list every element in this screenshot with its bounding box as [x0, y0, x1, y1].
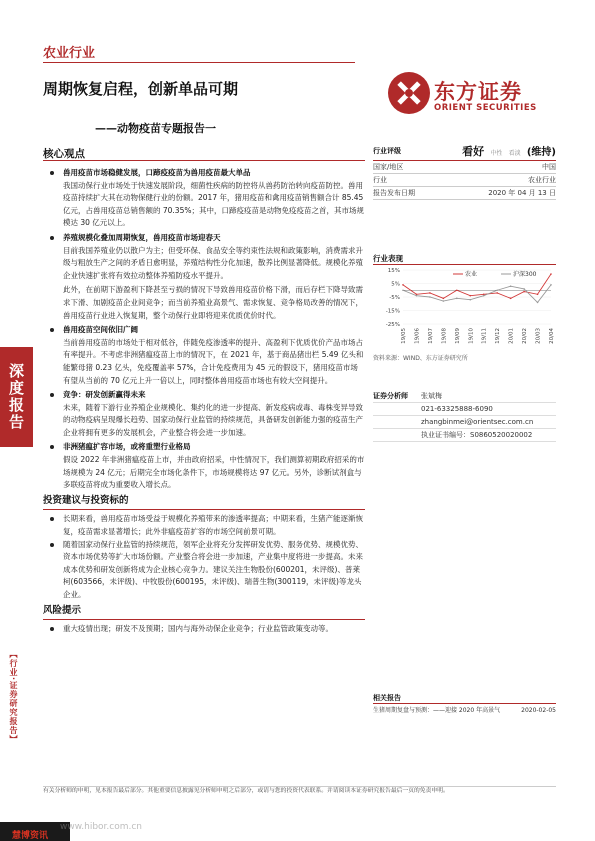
- chart-point: [416, 295, 418, 297]
- info-value: 2020 年 04 月 13 日: [488, 189, 556, 197]
- watermark-url: www.hibor.com.cn: [60, 822, 143, 832]
- logo-cn-text: 东方证券: [434, 80, 522, 104]
- bullet-icon: [50, 627, 54, 631]
- core-point-body: 我国动保行业市场处于快速发展阶段，细菌性疾病的防控将从兽药防治转向疫苗防控。兽用疫苗持续扩大其在动物保健行业的份额。2017 年，猪用疫苗和禽用疫苗销售额合计 85.45 亿元，占兽用疫苗总销售额的 70.35%；其中，口蹄疫疫苗是动物免疫疫苗之首，其市场规模达 30 亿元以上。: [63, 180, 364, 228]
- chart-point: [510, 298, 512, 300]
- related-report[interactable]: [373, 706, 556, 715]
- performance-chart: [373, 266, 556, 351]
- chart-xtick-label: 19/11: [481, 328, 488, 344]
- chart-point: [469, 299, 471, 301]
- investment-item: [43, 513, 365, 538]
- chart-point: [537, 302, 539, 304]
- bullet-icon: [50, 517, 54, 521]
- core-point-heading: 养殖规模化叠加周期恢复，兽用疫苗市场迎春天: [63, 232, 221, 242]
- info-key: 国家/地区: [373, 163, 404, 171]
- core-point-body: 未来，随着下游行业养殖企业规模化、集约化的进一步提高、新发疫病或毒、毒株变异导致的动物疫病呈现爆长趋势、国家动保行业监管的持续规范，具备研发创新能力强的疫苗生产企业将拥有更多的发展机会，产业整合将会进一步加速。: [63, 402, 363, 437]
- chart-point: [443, 298, 445, 300]
- chart-source: 资料来源：WIND、东方证券研究所: [373, 355, 468, 362]
- disclaimer: [43, 787, 556, 796]
- chart-point: [537, 294, 539, 296]
- investment-title: 投资建议与投资标的: [43, 494, 129, 506]
- related-report-title[interactable]: 生猪周期复盘与预测：——迎接 2020 年高景气: [373, 707, 501, 714]
- related-divider: [373, 703, 556, 704]
- disclaimer-line: 有关分析师的申明，见本报告最后部分。其他重要信息披露见分析师申明之后部分，或请与您的投资代表联系。并请阅读本证券研究报告最后一页的免责申明。: [43, 788, 449, 794]
- chart-ytick-label: 5%: [391, 281, 400, 288]
- bullet-icon: [50, 236, 54, 240]
- chart-ytick-label: -5%: [389, 295, 400, 301]
- report-title: 周期恢复启程，创新单品可期: [43, 80, 239, 98]
- report-category-label: 【行业·证券研究报告】: [9, 650, 18, 745]
- risk-item-text: 重大疫情出现；研发不及预期；国内与海外动保企业竞争；行业监管政策变动等。: [63, 624, 333, 634]
- info-value: 中国: [542, 163, 556, 171]
- chart-xtick-label: 20/01: [508, 328, 515, 344]
- bullet-icon: [50, 328, 54, 332]
- rating-block: [373, 141, 556, 200]
- chart-point: [469, 295, 471, 297]
- chart-ytick-label: -15%: [385, 308, 400, 315]
- rating-row: [373, 141, 556, 161]
- related-title: 相关报告: [373, 694, 401, 702]
- rating-value: 看好: [462, 144, 485, 158]
- analyst-row: [373, 390, 556, 403]
- bullet-icon: [50, 543, 54, 547]
- chart-point: [456, 298, 458, 300]
- bullet-icon: [50, 393, 54, 397]
- rating-neutral: 中性: [490, 149, 503, 157]
- chart-legend-label: 沪深300: [513, 271, 537, 278]
- core-point: [43, 389, 365, 439]
- investment-item: [43, 539, 365, 602]
- chart-point: [550, 284, 552, 286]
- related-report-date: 2020-02-05: [521, 707, 556, 714]
- chart-point: [443, 300, 445, 302]
- logo-mark-icon: [386, 70, 432, 116]
- chart-xtick-label: 19/08: [441, 328, 448, 344]
- sector-label: 农业行业: [43, 46, 96, 61]
- performance-divider: [373, 264, 556, 265]
- chart-point: [523, 291, 525, 293]
- info-value: 农业行业: [528, 176, 556, 184]
- header-divider: [43, 62, 355, 63]
- chart-xtick-label: 19/10: [468, 328, 475, 344]
- chart-ytick-label: 15%: [387, 268, 400, 274]
- info-row: [373, 161, 556, 174]
- analyst-phone: 021-63325888-6090: [421, 405, 493, 413]
- chart-xtick-label: 19/05: [401, 328, 407, 344]
- core-point-body: 假设 2022 年非洲猪瘟疫苗上市，并由政府招采，中性情况下，我们测算初期政府招采的市场规模为 24 亿元；后期完全市场化条件下，市场规模将达 97 亿元。另外，诊断试剂盒与多联疫苗将成为重要收入增长点。: [63, 455, 365, 490]
- chart-point: [402, 284, 404, 286]
- risk-item: [43, 623, 365, 636]
- orient-securities-logo: [386, 70, 556, 120]
- info-row: [373, 174, 556, 187]
- risk-divider: [43, 619, 365, 620]
- core-point-heading: 竞争：研发创新赢得未来: [63, 390, 146, 400]
- chart-xtick-label: 19/07: [427, 328, 434, 344]
- chart-point: [523, 288, 525, 290]
- rating-label: 行业评级: [373, 146, 401, 155]
- chart-point: [402, 289, 404, 291]
- performance-title: 行业表现: [373, 254, 403, 263]
- analyst-row: [373, 416, 556, 429]
- chart-point: [456, 289, 458, 291]
- logo-en-text: ORIENT SECURITIES: [434, 103, 537, 113]
- core-views-title: 核心观点: [43, 148, 85, 160]
- analyst-row: [373, 429, 556, 442]
- chart-xtick-label: 19/06: [414, 328, 421, 344]
- rating-cautious: 看淡: [508, 149, 521, 157]
- core-point: [43, 167, 365, 230]
- info-key: 报告发布日期: [373, 189, 415, 197]
- analyst-email[interactable]: zhangbinmei@orientsec.com.cn: [421, 418, 534, 426]
- core-point-heading: 兽用疫苗空间依旧广阔: [63, 325, 138, 335]
- core-point-heading: 兽用疫苗市场稳健发展，口蹄疫疫苗为兽用疫苗最大单品: [63, 168, 251, 177]
- chart-legend-label: 农业: [465, 271, 478, 278]
- analyst-row: [373, 403, 556, 416]
- investment-divider: [43, 509, 365, 510]
- investment-item-text: 长期来看，兽用疫苗市场受益于规模化养殖带来的渗透率提高；中期来看，生猪产能逐渐恢复，疫苗需求显著增长；此外非瘟疫苗扩容的市场空间前景可期。: [63, 514, 363, 537]
- chart-point: [496, 292, 498, 294]
- analyst-name: 张斌梅: [421, 392, 442, 400]
- core-point-heading: 非洲猪瘟扩容市场，或将重塑行业格局: [63, 442, 191, 452]
- rating-keep: (维持): [526, 146, 556, 158]
- core-point-body: 此外，在前期下游盈利下降甚至亏损的情况下导致兽用疫苗价格下滑，而后存栏下降导致需求下滑、加剧疫苗企业间竞争；而当前养殖业高景气、需求恢复、竞争格局改善的情况下，兽用疫苗行业进入恢复期，整个动保行业即将迎来优质优价时代。: [63, 285, 363, 320]
- chart-xtick-label: 20/02: [522, 328, 529, 344]
- analyst-label: 证券分析师: [373, 392, 408, 400]
- watermark-text: 慧博资讯: [12, 831, 49, 841]
- analyst-block: [373, 390, 556, 442]
- core-point-body: 目前我国养殖业仍以散户为主；但受环保、食品安全等约束性法规和政策影响，消费需求升级与粗放生产之间的矛盾日愈明显，养殖结构性分化加速，散养比例显著降低。规模化养殖企业快速扩张将有效拉动整体养殖防疫水平提升。: [63, 245, 363, 280]
- bullet-icon: [50, 445, 54, 449]
- core-point-body: 当前兽用疫苗的市场处于相对低谷，伴随免疫渗透率的提升、高盈利下优质优价产品市场占有率提升。不考虑非洲猪瘟疫苗上市的情况下，在 2021 年，基于商品猪出栏 5.49 亿头和能繁母猪 0.23 亿头，免疫覆盖率 57%，合计免疫费用为 45 元的假设下，猪用疫苗市场有望从当前的 70 亿元上升一倍以上，同时整体兽用疫苗市场也有较大空间提升。: [63, 337, 364, 385]
- report-type-tab: 深度报告: [0, 347, 33, 447]
- chart-point: [483, 295, 485, 297]
- core-views-divider: [43, 160, 365, 161]
- info-key: 行业: [373, 176, 387, 184]
- main-content: [43, 165, 365, 636]
- chart-point: [496, 289, 498, 291]
- chart-xtick-label: 20/04: [549, 328, 555, 344]
- chart-point: [429, 296, 431, 298]
- risk-title: 风险提示: [43, 604, 82, 616]
- chart-point: [429, 292, 431, 294]
- chart-point: [550, 273, 552, 275]
- chart-ytick-label: -25%: [385, 322, 400, 328]
- chart-xtick-label: 19/12: [495, 328, 502, 344]
- core-point: [43, 324, 365, 387]
- chart-xtick-label: 20/03: [535, 328, 542, 344]
- chart-xtick-label: 19/09: [454, 328, 461, 344]
- core-point: [43, 441, 365, 491]
- chart-point: [510, 285, 512, 287]
- core-point: [43, 232, 365, 322]
- analyst-cert: 执业证书编号：S0860520020002: [421, 431, 533, 439]
- bullet-icon: [50, 171, 54, 175]
- report-subtitle: ——动物疫苗专题报告一: [95, 122, 216, 135]
- info-row: [373, 187, 556, 200]
- investment-item-text: 随着国家动保行业监管的持续规范，领军企业将充分发挥研发优势、服务优势、规模优势、资本市场优势等扩大市场份额。产业整合将会进一步加速，产业集中度将进一步提高。未来成本优势和研发创新将成为企业核心竞争力。建议关注生物股份(600201，未评级)、普莱柯(603566，未评级)、中牧股份(600195，未评级)、瑞普生物(300119，未评级)等龙头企业。: [63, 539, 363, 599]
